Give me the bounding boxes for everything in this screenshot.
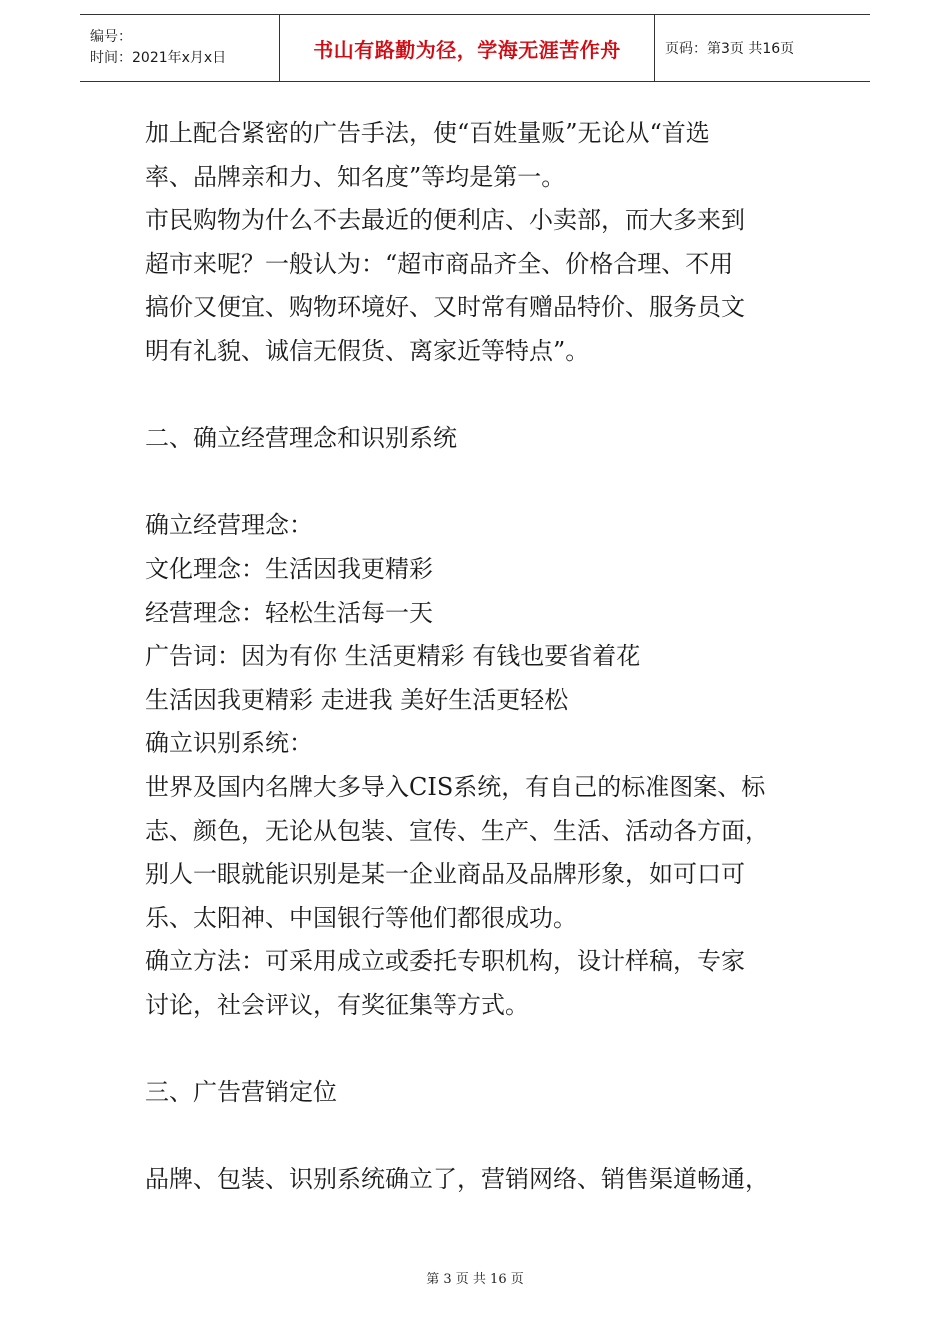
section-heading-3: 三、广告营销定位 xyxy=(145,1078,337,1107)
paragraph-line: 品牌、包装、识别系统确立了，营销网络、销售渠道畅通， xyxy=(145,1165,769,1194)
paragraph-line: 率、品牌亲和力、知名度”等均是第一。 xyxy=(145,162,566,191)
paragraph-line: 确立识别系统： xyxy=(145,729,313,758)
paragraph-line: 确立经营理念： xyxy=(145,511,313,540)
paragraph-line: 搞价又便宜、购物环境好、又时常有赠品特价、服务员文 xyxy=(145,293,745,322)
paragraph-line: 世界及国内名牌大多导入CIS系统，有自己的标准图案、标 xyxy=(145,772,766,801)
paragraph-line: 乐、太阳神、中国银行等他们都很成功。 xyxy=(145,903,577,932)
paragraph-line: 加上配合紧密的广告手法，使“百姓量贩”无论从“首选 xyxy=(145,119,710,147)
page-footer: 第 3 页 共 16 页 xyxy=(426,1272,524,1287)
paragraph-line: 确立方法：可采用成立或委托专职机构，设计样稿，专家 xyxy=(145,947,745,976)
paragraph-line: 明有礼貌、诚信无假货、离家近等特点”。 xyxy=(145,336,590,365)
paragraph-line: 生活因我更精彩 走进我 美好生活更轻松 xyxy=(145,685,569,714)
time-label: 时间：2021年x月x日 xyxy=(90,50,227,66)
section-heading-2: 二、确立经营理念和识别系统 xyxy=(145,424,457,453)
paragraph-line: 讨论，社会评议，有奖征集等方式。 xyxy=(145,990,529,1019)
paragraph-line: 市民购物为什么不去最近的便利店、小卖部，而大多来到 xyxy=(145,206,745,235)
header-motto: 书山有路勤为径，学海无涯苦作舟 xyxy=(280,15,655,81)
paragraph-line: 别人一眼就能识别是某一企业商品及品牌形象，如可口可 xyxy=(145,860,745,889)
header-page-label: 页码：第3页 共16页 xyxy=(665,41,795,57)
paragraph-line: 广告词：因为有你 生活更精彩 有钱也要省着花 xyxy=(145,642,641,671)
page-header xyxy=(80,14,870,82)
number-label: 编号： xyxy=(90,29,132,45)
paragraph-line: 超市来呢？一般认为：“超市商品齐全、价格合理、不用 xyxy=(145,249,734,278)
header-meta xyxy=(80,15,280,81)
paragraph-line: 文化理念：生活因我更精彩 xyxy=(145,554,433,583)
document-body xyxy=(145,112,825,1202)
paragraph-line: 志、颜色，无论从包装、宣传、生产、生活、活动各方面， xyxy=(145,816,769,845)
paragraph-line: 经营理念：轻松生活每一天 xyxy=(145,598,433,627)
